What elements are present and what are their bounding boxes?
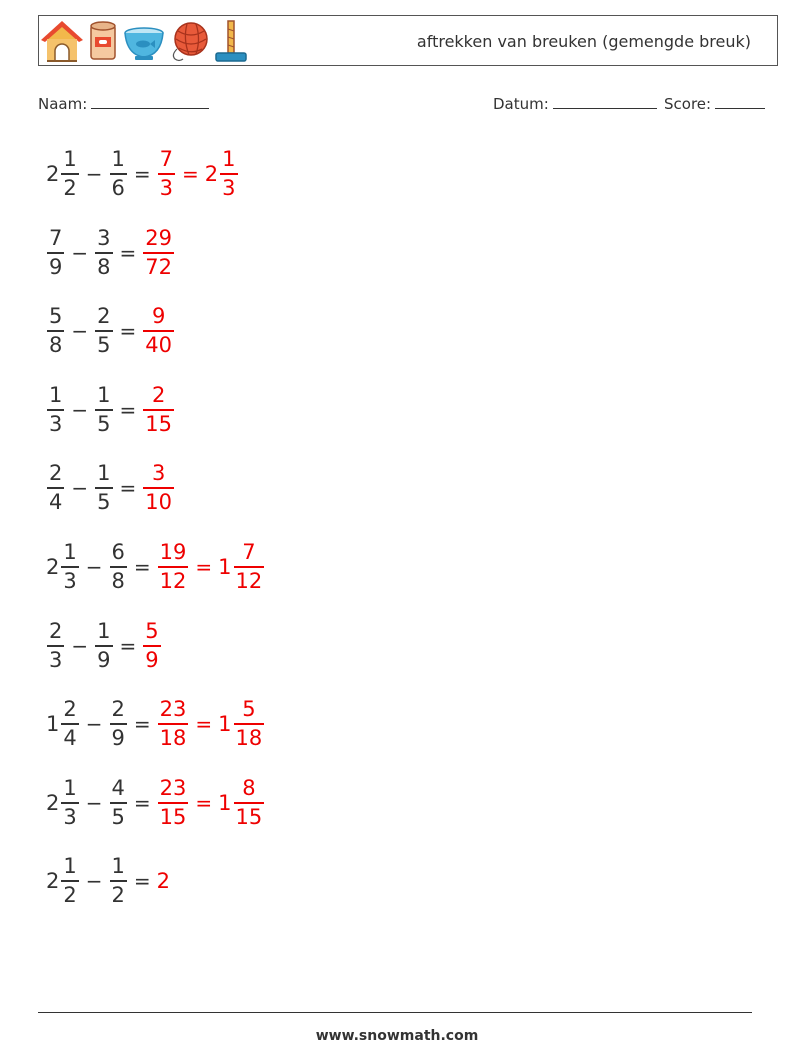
minus-sign: − [85,162,103,186]
denominator: 15 [145,411,173,436]
subtrahend [94,228,113,278]
fraction [47,306,64,356]
minus-sign: − [71,319,89,343]
minus-sign: − [71,241,89,265]
numerator: 2 [111,697,125,722]
numerator: 2 [49,461,63,486]
problem-row [46,146,239,202]
doghouse-icon [41,19,83,63]
numerator: 1 [111,147,125,172]
numerator: 1 [111,854,125,879]
numerator: 6 [111,540,125,565]
equals-sign: = [133,791,151,815]
answer [157,542,266,592]
minus-sign: − [85,791,103,815]
answer-mixed-number [205,149,239,199]
equals-sign: = [133,869,151,893]
numerator: 3 [151,461,166,486]
numerator: 5 [242,697,256,722]
answer-fraction [143,463,174,513]
denominator: 15 [159,804,187,829]
numerator: 1 [222,147,236,172]
denominator: 8 [49,332,63,357]
denominator: 5 [97,489,111,514]
fraction [61,856,78,906]
answer-fraction [143,306,174,356]
numerator: 4 [111,776,125,801]
numerator: 2 [151,383,166,408]
problem-row [46,382,175,438]
subtrahend [109,699,128,749]
denominator: 3 [49,647,63,672]
minuend [46,856,80,906]
equals-sign: = [119,476,137,500]
numerator: 8 [242,776,256,801]
answer [142,463,175,513]
answer [157,699,266,749]
whole-number: 1 [218,711,232,736]
whole-number: 1 [46,711,60,736]
subtrahend [94,621,113,671]
answer [142,228,175,278]
fraction [47,463,64,513]
minuend [46,149,80,199]
worksheet-header [38,15,778,66]
answer-equals-sign: = [195,712,213,736]
denominator: 3 [222,175,236,200]
fraction [110,542,127,592]
answer [142,621,161,671]
scratching-post-icon [213,19,249,63]
denominator: 2 [111,882,125,907]
date-blank[interactable] [553,94,657,109]
whole-number: 1 [218,790,232,815]
numerator: 1 [97,461,111,486]
numerator: 1 [63,776,77,801]
problem-row [46,618,162,674]
numerator: 7 [49,226,63,251]
denominator: 9 [145,647,159,672]
fraction [110,778,127,828]
denominator: 3 [63,568,77,593]
numerator: 5 [49,304,63,329]
fraction [95,621,112,671]
answer-mixed-number [218,778,265,828]
minus-sign: − [85,555,103,579]
minuend [46,385,65,435]
subtrahend [109,778,128,828]
fraction [47,385,64,435]
minus-sign: − [71,398,89,422]
denominator: 15 [235,804,263,829]
subtrahend [94,463,113,513]
score-label: Score: [664,95,712,113]
denominator: 9 [111,725,125,750]
whole-number: 2 [46,790,60,815]
score-blank[interactable] [715,94,765,109]
fraction [234,699,265,749]
denominator: 8 [111,568,125,593]
footer-url: www.snowmath.com [315,1028,479,1044]
numerator: 1 [97,619,111,644]
footer-divider [38,1012,752,1013]
denominator: 2 [63,882,77,907]
numerator: 9 [151,304,166,329]
problem-row [46,853,171,909]
equals-sign: = [119,634,137,658]
minuend [46,463,65,513]
equals-sign: = [133,162,151,186]
denominator: 8 [97,254,111,279]
whole-number: 2 [46,554,60,579]
problem-row [46,303,175,359]
numerator: 7 [242,540,256,565]
subtrahend [109,856,128,906]
numerator: 2 [63,697,77,722]
fraction [110,149,127,199]
denominator: 4 [49,489,63,514]
denominator: 18 [235,725,263,750]
pet-food-can-icon [87,19,119,63]
denominator: 3 [63,804,77,829]
answer-fraction [158,542,189,592]
numerator: 1 [63,854,77,879]
answer-fraction [158,699,189,749]
numerator: 29 [145,226,173,251]
fraction [234,542,265,592]
denominator: 9 [49,254,63,279]
problem-row [46,460,175,516]
name-blank[interactable] [91,94,209,109]
answer-equals-sign: = [182,162,199,186]
numerator: 23 [159,697,187,722]
problem-row [46,696,265,752]
denominator: 72 [145,254,173,279]
problem-row [46,225,175,281]
answer-fraction [143,621,160,671]
subtrahend [109,149,128,199]
minuend [46,228,65,278]
denominator: 10 [145,489,173,514]
answer-fraction [158,778,189,828]
equals-sign: = [133,712,151,736]
numerator: 19 [159,540,187,565]
fraction [95,228,112,278]
minus-sign: − [71,476,89,500]
whole-number: 1 [218,554,232,579]
answer-equals-sign: = [195,555,213,579]
minuend [46,306,65,356]
minuend [46,699,80,749]
fraction [61,778,78,828]
equals-sign: = [133,555,151,579]
fraction [47,621,64,671]
subtrahend [94,385,113,435]
date-field [493,94,657,113]
score-field [664,94,765,113]
denominator: 18 [159,725,187,750]
denominator: 12 [235,568,263,593]
equals-sign: = [119,398,137,422]
minuend [46,778,80,828]
denominator: 3 [49,411,63,436]
numerator: 2 [97,304,111,329]
minus-sign: − [85,869,103,893]
minus-sign: − [85,712,103,736]
fraction [220,149,237,199]
answer-fraction [143,228,174,278]
fraction [95,463,112,513]
minuend [46,621,65,671]
numerator: 1 [63,540,77,565]
denominator: 4 [63,725,77,750]
whole-number: 2 [204,161,219,186]
numerator: 5 [145,619,159,644]
fraction [61,699,78,749]
denominator: 40 [145,332,173,357]
fraction [110,699,127,749]
fraction [95,306,112,356]
numerator: 7 [159,147,174,172]
minuend [46,542,80,592]
numerator: 23 [159,776,187,801]
minus-sign: − [71,634,89,658]
fish-bowl-icon [123,19,165,63]
denominator: 9 [97,647,111,672]
fraction [95,385,112,435]
answer [142,306,175,356]
fraction [61,542,78,592]
date-label: Datum: [493,95,549,113]
worksheet-title: aftrekken van breuken (gemengde breuk) [416,32,751,51]
numerator: 1 [63,147,77,172]
denominator: 12 [159,568,187,593]
yarn-ball-icon [169,19,209,63]
equals-sign: = [119,241,137,265]
answer-fraction [158,149,175,199]
name-field [38,94,209,113]
numerator: 1 [97,383,111,408]
answer-mixed-number [218,699,265,749]
denominator: 3 [159,175,174,200]
numerator: 2 [49,619,63,644]
subtrahend [94,306,113,356]
numerator: 3 [97,226,111,251]
answer [156,868,171,893]
answer [142,385,175,435]
denominator: 5 [97,332,111,357]
subtrahend [109,542,128,592]
answer-equals-sign: = [195,791,213,815]
problem-row [46,539,265,595]
denominator: 5 [97,411,111,436]
numerator: 1 [49,383,63,408]
fraction [47,228,64,278]
fraction [61,149,78,199]
denominator: 2 [63,175,77,200]
fraction [234,778,265,828]
answer-whole: 2 [156,868,171,893]
denominator: 6 [111,175,125,200]
answer [157,149,239,199]
answer-mixed-number [218,542,265,592]
header-icons [41,18,249,64]
answer-fraction [143,385,174,435]
equals-sign: = [119,319,137,343]
answer [157,778,266,828]
problem-row [46,775,265,831]
whole-number: 2 [46,868,60,893]
denominator: 5 [111,804,125,829]
fraction [110,856,127,906]
whole-number: 2 [46,161,60,186]
name-label: Naam: [38,95,88,113]
